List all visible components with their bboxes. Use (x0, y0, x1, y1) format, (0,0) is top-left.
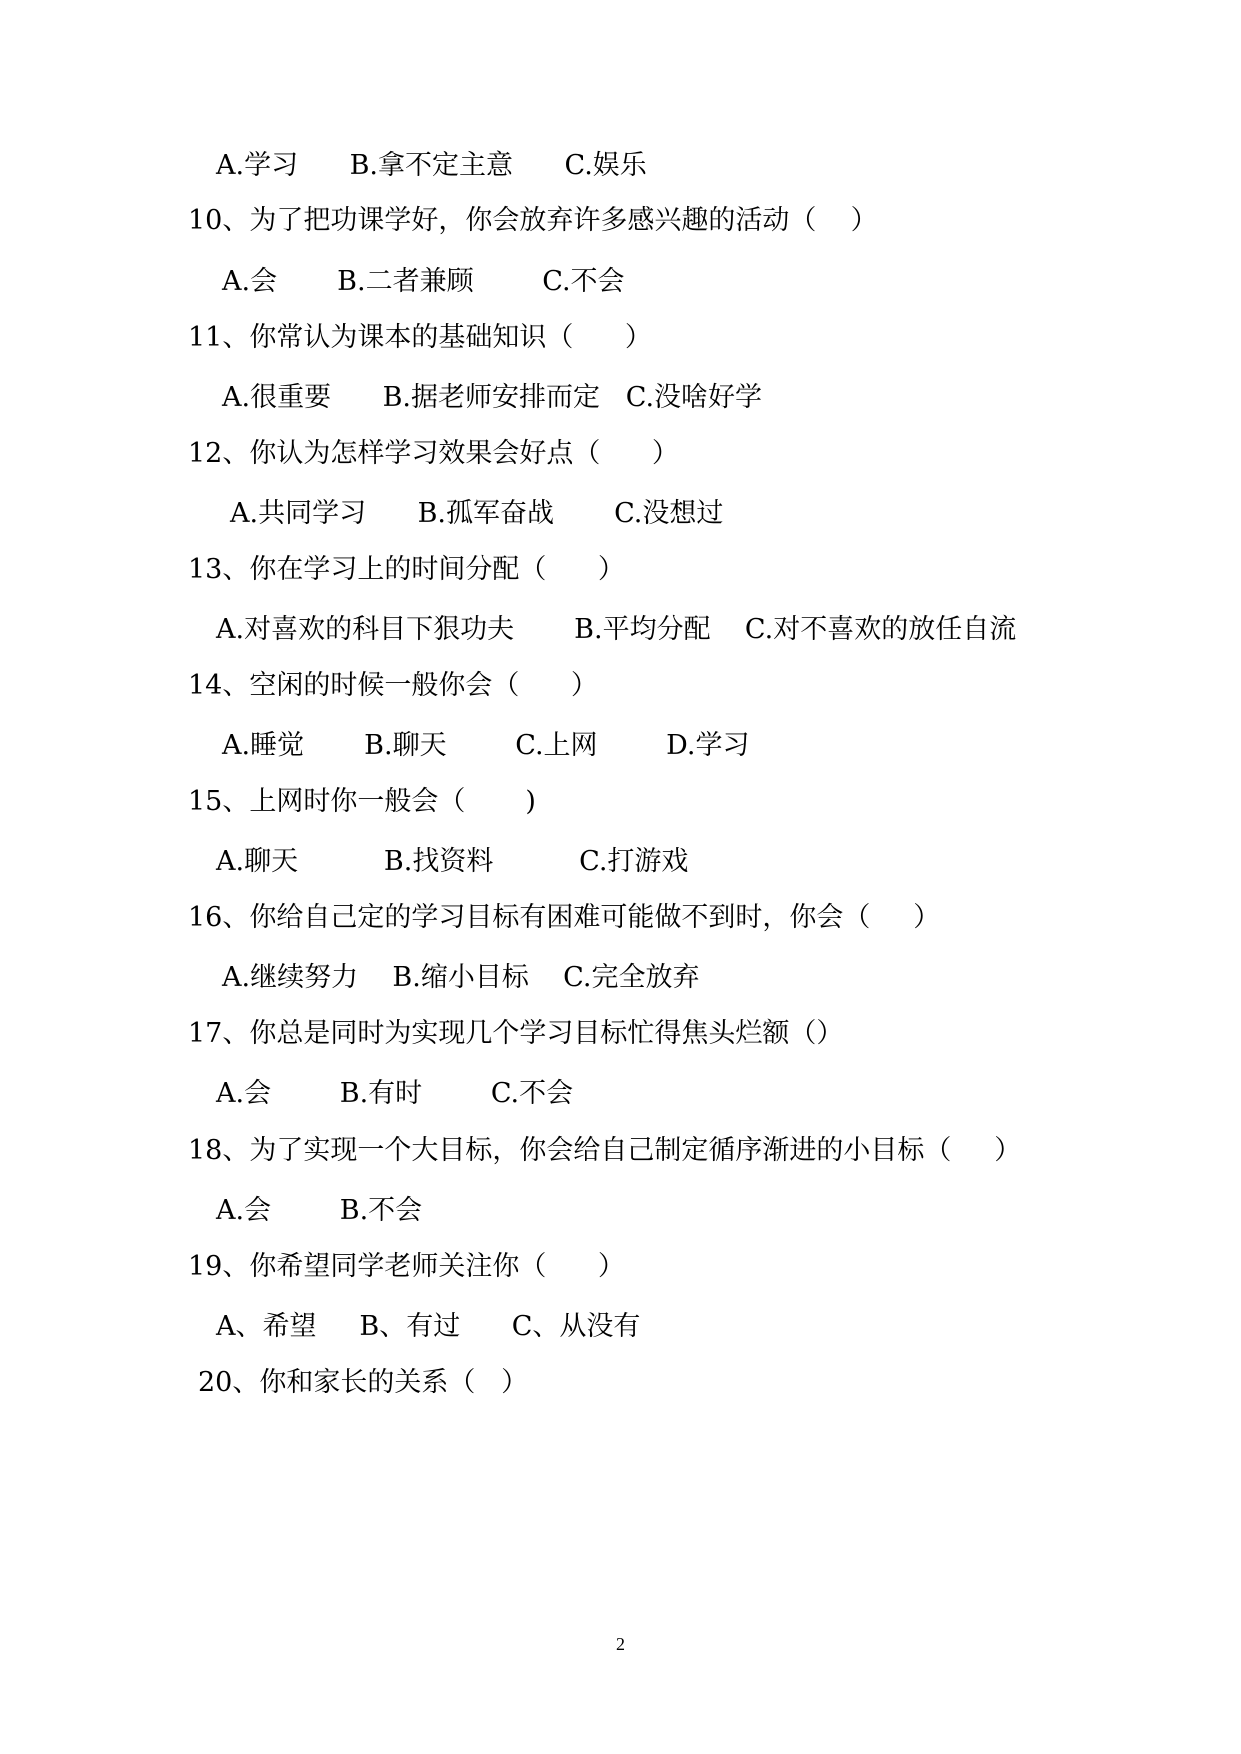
q17-options: A.会 B.有时 C.不会 (216, 1078, 574, 1109)
q13-question: 13、你在学习上的时间分配（ ） (188, 554, 625, 585)
q10-question: 10、为了把功课学好，你会放弃许多感兴趣的活动（ ） (188, 205, 878, 236)
q17-question: 17、你总是同时为实现几个学习目标忙得焦头烂额（） (188, 1018, 844, 1049)
q16-question: 16、你给自己定的学习目标有困难可能做不到时，你会（ ） (188, 902, 941, 933)
q15-options: A.聊天 B.找资料 C.打游戏 (216, 846, 689, 877)
q10-options: A.会 B.二者兼顾 C.不会 (222, 266, 625, 297)
q11-options: A.很重要 B.据老师安排而定 C.没啥好学 (222, 382, 763, 413)
q14-options: A.睡觉 B.聊天 C.上网 D.学习 (222, 730, 750, 761)
q9-options: A.学习 B.拿不定主意 C.娱乐 (216, 150, 647, 181)
q19-options: A、希望 B、有过 C、从没有 (216, 1311, 641, 1342)
q11-question: 11、你常认为课本的基础知识（ ） (188, 322, 652, 353)
page-number: 2 (616, 1634, 625, 1654)
q16-options: A.继续努力 B.缩小目标 C.完全放弃 (222, 962, 700, 993)
q14-question: 14、空闲的时候一般你会（ ） (188, 670, 598, 701)
q12-question: 12、你认为怎样学习效果会好点（ ） (188, 438, 679, 469)
q20-question: 20、你和家长的关系（ ） (198, 1367, 529, 1398)
q18-options: A.会 B.不会 (216, 1195, 423, 1226)
q12-options: A.共同学习 B.孤军奋战 C.没想过 (230, 498, 724, 529)
q15-question: 15、上网时你一般会（ ) (188, 786, 536, 817)
q18-question: 18、为了实现一个大目标，你会给自己制定循序渐进的小目标（ ） (188, 1135, 1022, 1166)
q19-question: 19、你希望同学老师关注你（ ） (188, 1251, 625, 1282)
q13-options: A.对喜欢的科目下狠功夫 B.平均分配 C.对不喜欢的放任自流 (216, 614, 1017, 645)
